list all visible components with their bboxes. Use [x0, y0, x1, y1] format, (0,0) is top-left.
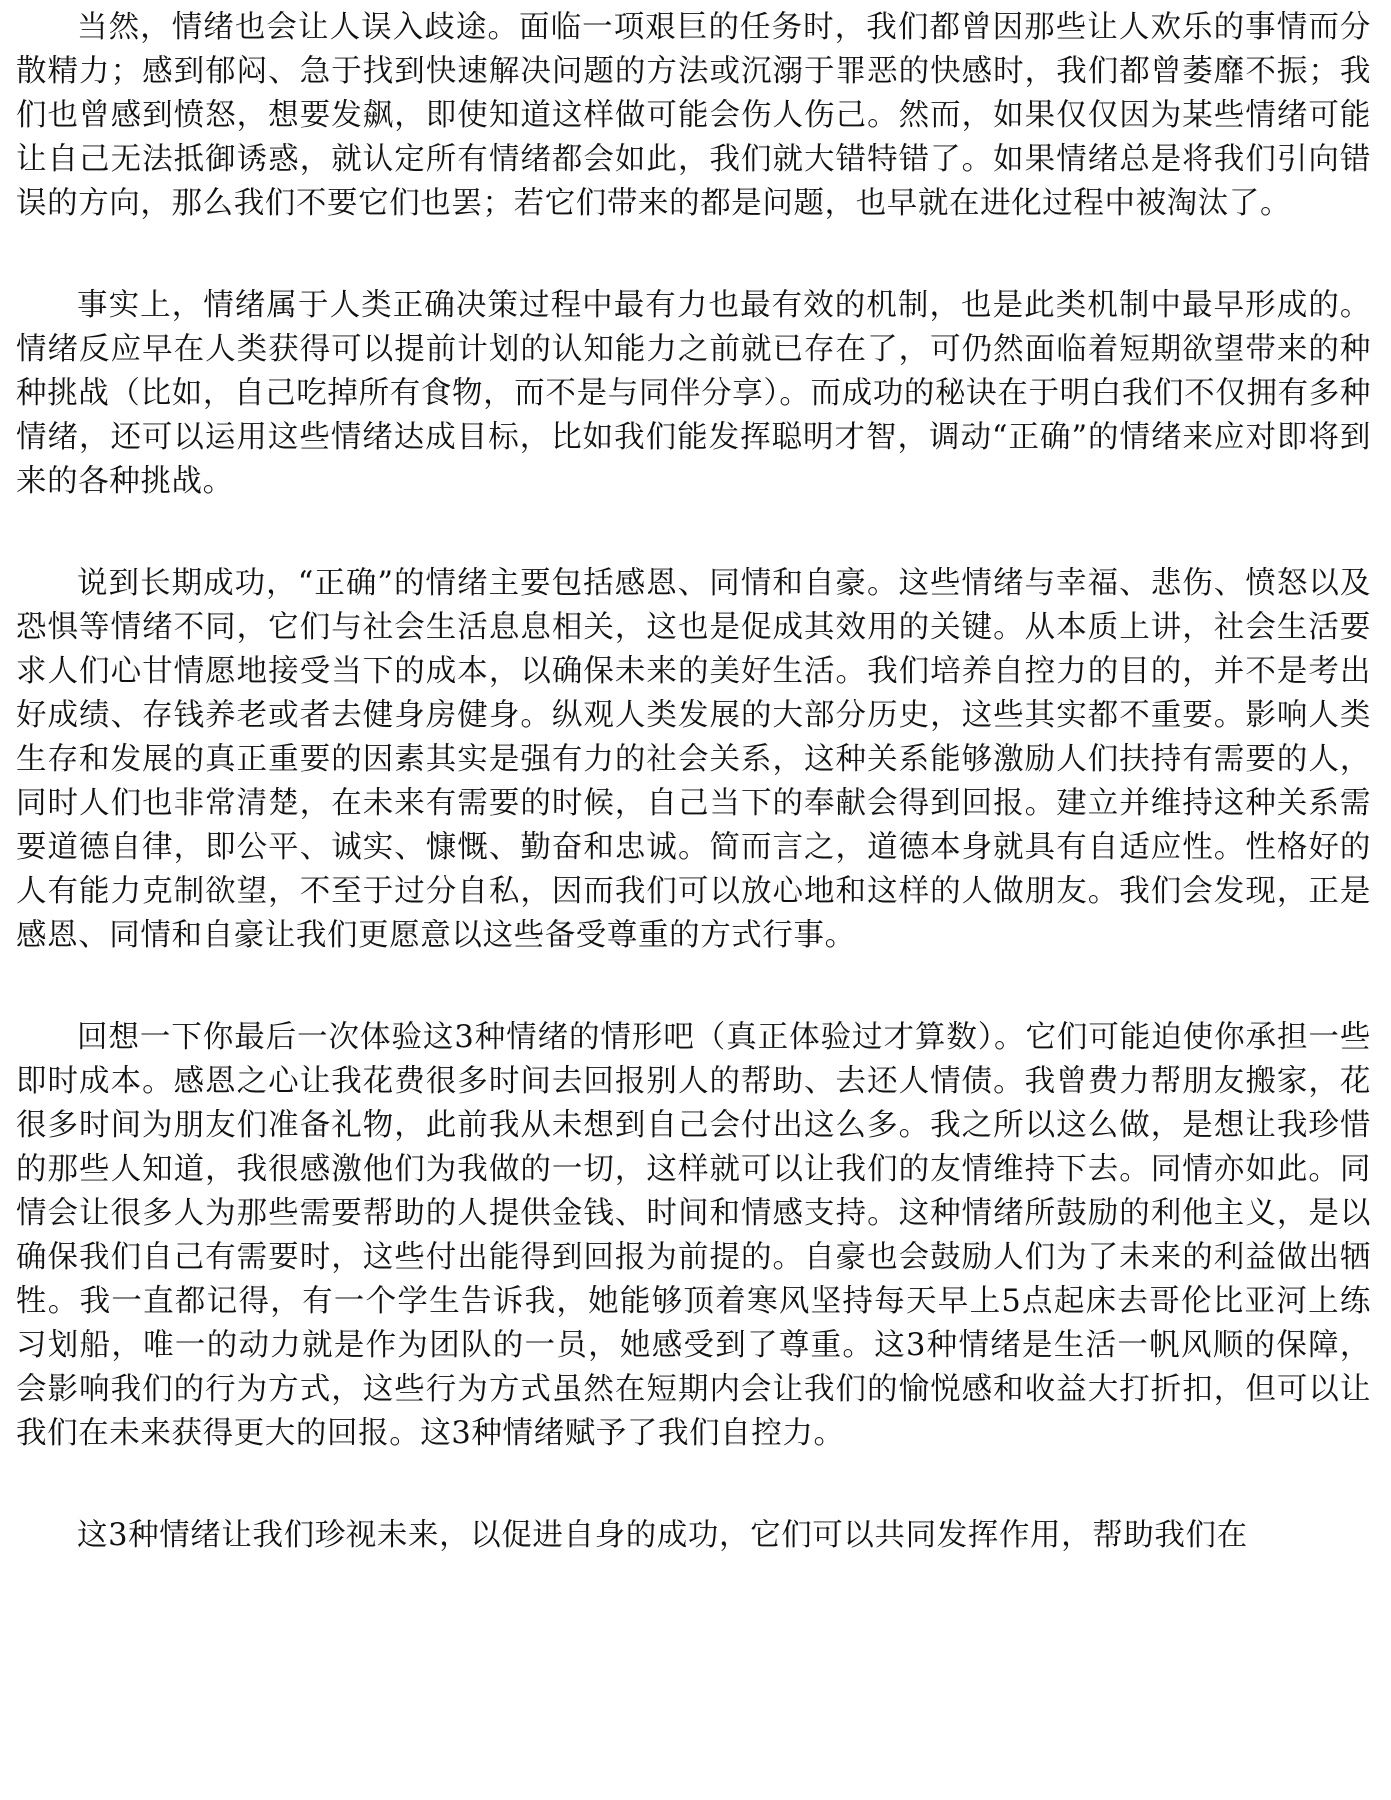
paragraph-3: 说到长期成功，“正确”的情绪主要包括感恩、同情和自豪。这些情绪与幸福、悲伤、愤怒以及恐惧等情绪不同，它们与社会生活息息相关，这也是促成其效用的关键。从本质上讲，社会生活要求人们心甘情愿地接受当下的成本，以确保未来的美好生活。我们培养自控力的目的，并不是考出好成绩、存钱养老或者去健身房健身。纵观人类发展的大部分历史，这些其实都不重要。影响人类生存和发展的真正重要的因素其实是强有力的社会关系，这种关系能够激励人们扶持有需要的人，同时人们也非常清楚，在未来有需要的时候，自己当下的奉献会得到回报。建立并维持这种关系需要道德自律，即公平、诚实、慷慨、勤奋和忠诚。简而言之，道德本身就具有自适应性。性格好的人有能力克制欲望，不至于过分自私，因而我们可以放心地和这样的人做朋友。我们会发现，正是感恩、同情和自豪让我们更愿意以这些备受尊重的方式行事。 — [16, 566, 1371, 953]
paragraph-2: 事实上，情绪属于人类正确决策过程中最有力也最有效的机制，也是此类机制中最早形成的。情绪反应早在人类获得可以提前计划的认知能力之前就已存在了，可仍然面临着短期欲望带来的种种挑战（比如，自己吃掉所有食物，而不是与同伴分享）。而成功的秘诀在于明白我们不仅拥有多种情绪，还可以运用这些情绪达成目标，比如我们能发挥聪明才智，调动“正确”的情绪来应对即将到来的各种挑战。 — [16, 288, 1371, 499]
paragraph-1: 当然，情绪也会让人误入歧途。面临一项艰巨的任务时，我们都曾因那些让人欢乐的事情而分散精力；感到郁闷、急于找到快速解决问题的方法或沉溺于罪恶的快感时，我们都曾萎靡不振；我们也曾感到愤怒，想要发飙，即使知道这样做可能会伤人伤己。然而，如果仅仅因为某些情绪可能让自己无法抵御诱惑，就认定所有情绪都会如此，我们就大错特错了。如果情绪总是将我们引向错误的方向，那么我们不要它们也罢；若它们带来的都是问题，也早就在进化过程中被淘汰了。 — [16, 10, 1371, 221]
paragraph-4: 回想一下你最后一次体验这3种情绪的情形吧（真正体验过才算数）。它们可能迫使你承担一些即时成本。感恩之心让我花费很多时间去回报别人的帮助、去还人情债。我曾费力帮朋友搬家，花很多时间为朋友们准备礼物，此前我从未想到自己会付出这么多。我之所以这么做，是想让我珍惜的那些人知道，我很感激他们为我做的一切，这样就可以让我们的友情维持下去。同情亦如此。同情会让很多人为那些需要帮助的人提供金钱、时间和情感支持。这种情绪所鼓励的利他主义，是以确保我们自己有需要时，这些付出能得到回报为前提的。自豪也会鼓励人们为了未来的利益做出牺牲。我一直都记得，有一个学生告诉我，她能够顶着寒风坚持每天早上5点起床去哥伦比亚河上练习划船，唯一的动力就是作为团队的一员，她感受到了尊重。这3种情绪是生活一帆风顺的保障，会影响我们的行为方式，这些行为方式虽然在短期内会让我们的愉悦感和收益大打折扣，但可以让我们在未来获得更大的回报。这3种情绪赋予了我们自控力。 — [16, 1020, 1371, 1451]
paragraph-5: 这3种情绪让我们珍视未来，以促进自身的成功，它们可以共同发挥作用，帮助我们在 — [77, 1518, 1248, 1553]
